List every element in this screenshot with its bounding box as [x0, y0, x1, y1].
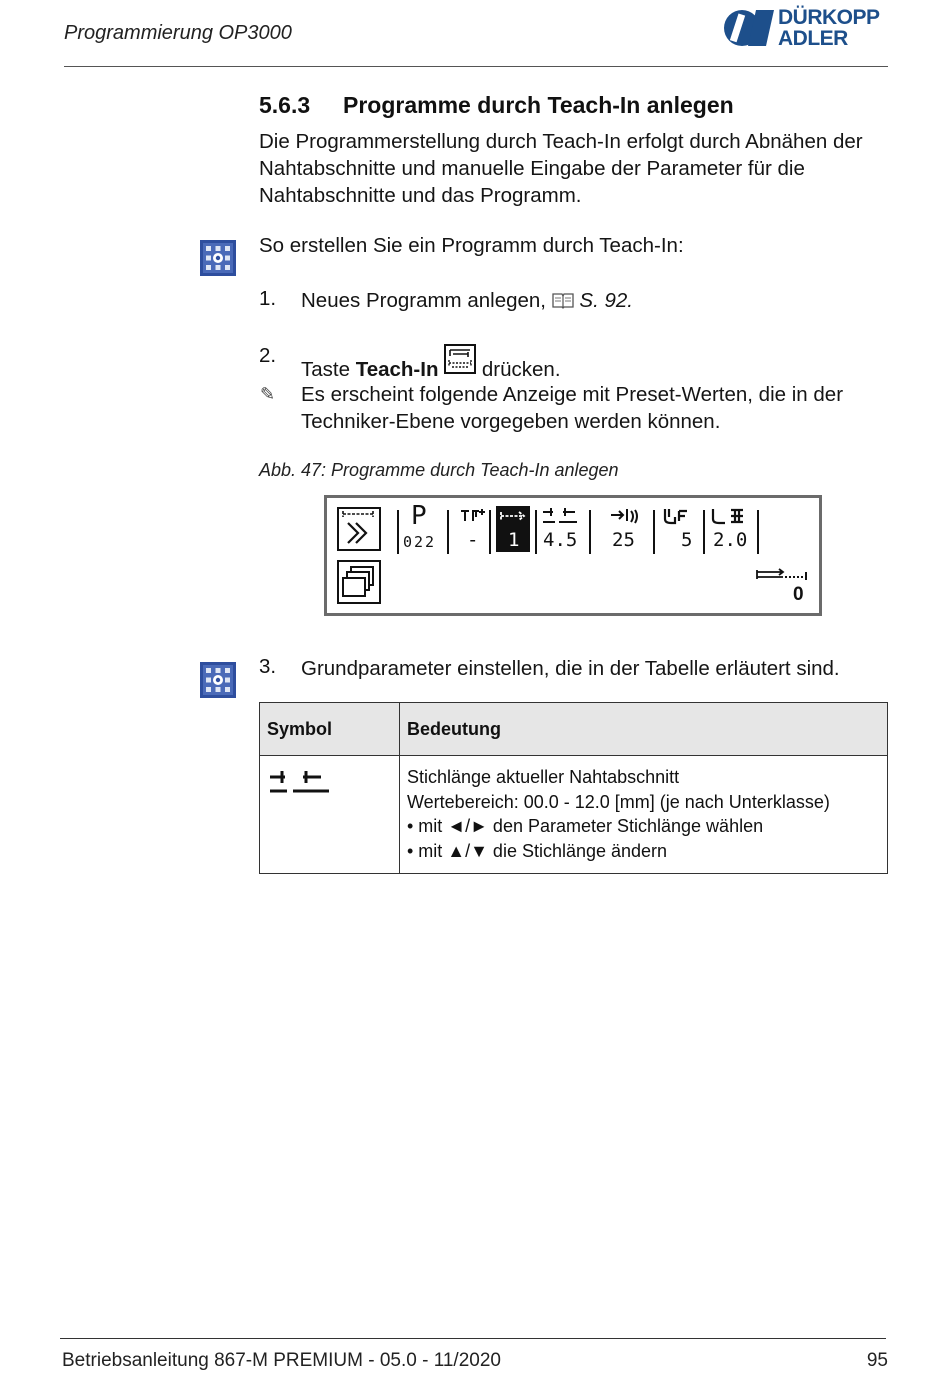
logo-mark-icon: [722, 6, 776, 50]
lcd-separator: [489, 510, 491, 554]
thread-tension-icon: [459, 507, 487, 525]
step-1: Neues Programm anlegen, S. 92.: [301, 289, 633, 312]
lcd-separator: [703, 510, 705, 554]
meaning-line: • mit ◄/► den Parameter Stichlänge wählen: [407, 816, 764, 836]
needle-position-icon: [609, 507, 639, 525]
result-text: Es erscheint folgende Anzeige mit Preset-Werten, die in der Techniker-Ebene vorgegeben werden können.: [301, 383, 844, 433]
lcd-value: 4.5: [543, 529, 578, 551]
seam-counter-icon: [755, 568, 809, 582]
table-header-row: [260, 703, 888, 756]
footer-divider: [60, 1338, 886, 1339]
lcd-separator: [535, 510, 537, 554]
teach-in-key-icon: [444, 344, 476, 374]
table-row: [260, 756, 888, 874]
lcd-separator: [397, 510, 399, 554]
column-header: Symbol: [260, 703, 400, 756]
lcd-teach-button[interactable]: [337, 507, 381, 551]
intro-paragraph: Die Programmerstellung durch Teach-In erfolgt durch Abnähen der Nahtabschnitte und manuelle Eingabe der Parameter für die Nahtabschnitte und das Programm.: [259, 130, 863, 207]
operator-icon: [200, 240, 236, 276]
parameter-table: [259, 702, 888, 874]
lcd-value: 5: [681, 529, 693, 551]
step-3: Grundparameter einstellen, die in der Tabelle erläutert sind.: [301, 657, 840, 680]
header-divider: [64, 66, 888, 67]
page-number: 95: [866, 1350, 888, 1371]
lcd-program-symbol: P: [411, 501, 427, 531]
teach-in-key-name: Teach-In: [355, 358, 439, 381]
running-header: Programmierung OP3000: [64, 22, 292, 44]
lcd-window-button[interactable]: [337, 560, 381, 604]
step-2: Taste Teach-In drücken.: [301, 344, 561, 383]
lcd-separator: [589, 510, 591, 554]
symbol-cell: [260, 756, 400, 874]
meaning-line: Stichlänge aktueller Nahtabschnitt: [407, 767, 680, 787]
seam-forward-icon: [339, 509, 379, 549]
section-title: Programme durch Teach-In anlegen: [343, 92, 734, 118]
step-number: 1.: [259, 287, 277, 310]
lcd-value-selected: 1: [508, 529, 520, 551]
lcd-selected-field[interactable]: [496, 506, 530, 552]
seam-section-icon: [499, 509, 527, 523]
foot-stroke-icon: [711, 507, 751, 525]
section-heading: [259, 92, 734, 119]
lcd-separator: [653, 510, 655, 554]
book-icon: [552, 291, 574, 309]
operator-icon: [200, 662, 236, 698]
logo-line2: ADLER: [778, 27, 848, 50]
foot-pressure-icon: [663, 507, 693, 525]
stitch-length-icon: [541, 507, 581, 525]
footer-document-title: Betriebsanleitung 867-M PREMIUM - 05.0 - 11/2020: [62, 1350, 501, 1371]
stitch-length-icon: [267, 769, 333, 797]
result-arrow-icon: ✎: [260, 384, 276, 404]
logo-line1: DÜRKOPP: [778, 6, 880, 29]
lcd-value: 2.0: [713, 529, 748, 551]
lcd-separator: [757, 510, 759, 554]
figure-caption: Abb. 47: Programme durch Teach-In anlegen: [259, 460, 619, 480]
page-reference-link[interactable]: S. 92: [579, 289, 628, 312]
meaning-line: • mit ▲/▼ die Stichlänge ändern: [407, 840, 668, 861]
step-text: Neues Programm anlegen,: [301, 289, 552, 312]
step-number: 2.: [259, 344, 277, 367]
lcd-separator: [447, 510, 449, 554]
section-number: 5.6.3: [259, 92, 311, 118]
lcd-value: -: [467, 529, 479, 551]
lcd-program-number: 022: [403, 533, 437, 551]
column-header: Bedeutung: [400, 703, 888, 756]
lcd-display: [324, 495, 822, 616]
lcd-counter: 0: [793, 584, 804, 605]
duerkopp-adler-logo: [722, 6, 892, 50]
windows-icon: [339, 562, 379, 602]
step-number: 3.: [259, 655, 277, 678]
instruction-text: So erstellen Sie ein Programm durch Teach-In:: [259, 234, 684, 257]
lcd-value: 25: [612, 529, 635, 551]
meaning-line: Wertebereich: 00.0 - 12.0 [mm] (je nach Unterklasse): [407, 791, 830, 812]
meaning-cell: [400, 756, 888, 874]
